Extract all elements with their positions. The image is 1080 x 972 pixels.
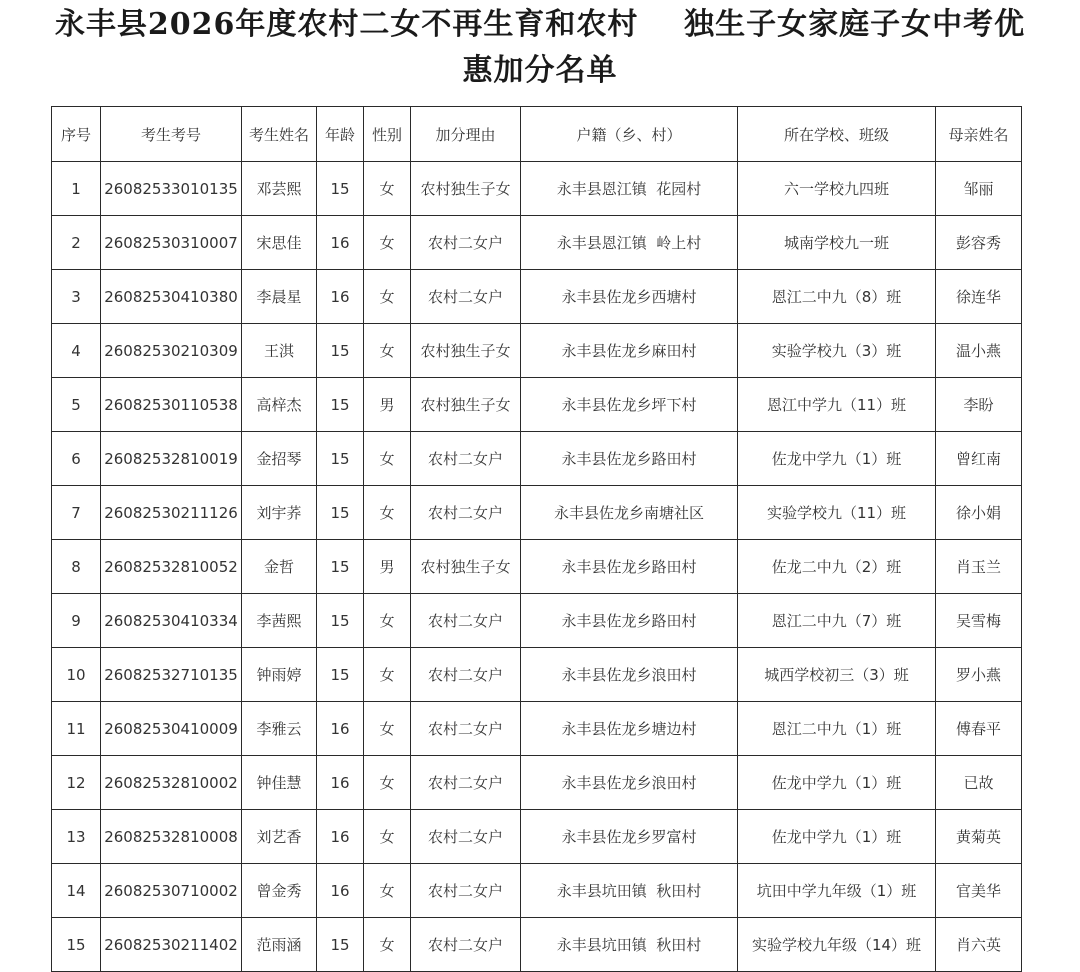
cell-bonus-reason: 农村独生子女 bbox=[411, 378, 521, 432]
cell-gender: 男 bbox=[364, 378, 411, 432]
cell-student-name: 刘艺香 bbox=[242, 810, 317, 864]
cell-mother-name: 邹丽 bbox=[936, 162, 1022, 216]
cell-exam-number: 26082530210309 bbox=[101, 324, 242, 378]
cell-household-registration: 永丰县恩江镇 岭上村 bbox=[521, 216, 738, 270]
cell-mother-name: 温小燕 bbox=[936, 324, 1022, 378]
cell-household-registration: 永丰县坑田镇 秋田村 bbox=[521, 864, 738, 918]
cell-school-class: 坑田中学九年级（1）班 bbox=[738, 864, 936, 918]
cell-school-class: 六一学校九四班 bbox=[738, 162, 936, 216]
cell-seq: 13 bbox=[52, 810, 101, 864]
cell-school-class: 佐龙中学九（1）班 bbox=[738, 432, 936, 486]
cell-seq: 7 bbox=[52, 486, 101, 540]
document-title bbox=[0, 2, 1080, 94]
cell-bonus-reason: 农村二女户 bbox=[411, 270, 521, 324]
cell-gender: 女 bbox=[364, 162, 411, 216]
table-row bbox=[52, 324, 1022, 378]
cell-school-class: 恩江中学九（11）班 bbox=[738, 378, 936, 432]
cell-bonus-reason: 农村独生子女 bbox=[411, 324, 521, 378]
cell-seq: 14 bbox=[52, 864, 101, 918]
cell-mother-name: 傅春平 bbox=[936, 702, 1022, 756]
table-row bbox=[52, 216, 1022, 270]
cell-household-registration: 永丰县恩江镇 花园村 bbox=[521, 162, 738, 216]
cell-mother-name: 徐连华 bbox=[936, 270, 1022, 324]
cell-age: 15 bbox=[317, 378, 364, 432]
cell-exam-number: 26082530211126 bbox=[101, 486, 242, 540]
cell-student-name: 钟佳慧 bbox=[242, 756, 317, 810]
cell-seq: 2 bbox=[52, 216, 101, 270]
cell-exam-number: 26082530211402 bbox=[101, 918, 242, 972]
cell-bonus-reason: 农村二女户 bbox=[411, 756, 521, 810]
cell-mother-name: 李盼 bbox=[936, 378, 1022, 432]
cell-household-registration: 永丰县佐龙乡路田村 bbox=[521, 432, 738, 486]
table-row bbox=[52, 756, 1022, 810]
cell-age: 15 bbox=[317, 594, 364, 648]
cell-school-class: 恩江二中九（7）班 bbox=[738, 594, 936, 648]
bonus-points-table bbox=[51, 106, 1022, 972]
cell-gender: 女 bbox=[364, 432, 411, 486]
cell-bonus-reason: 农村独生子女 bbox=[411, 540, 521, 594]
cell-school-class: 佐龙二中九（2）班 bbox=[738, 540, 936, 594]
cell-student-name: 李晨星 bbox=[242, 270, 317, 324]
cell-student-name: 刘宇荞 bbox=[242, 486, 317, 540]
cell-household-registration: 永丰县佐龙乡路田村 bbox=[521, 540, 738, 594]
cell-school-class: 实验学校九年级（14）班 bbox=[738, 918, 936, 972]
cell-seq: 8 bbox=[52, 540, 101, 594]
cell-school-class: 城西学校初三（3）班 bbox=[738, 648, 936, 702]
cell-household-registration: 永丰县佐龙乡浪田村 bbox=[521, 648, 738, 702]
table-row bbox=[52, 810, 1022, 864]
table-row bbox=[52, 918, 1022, 972]
cell-exam-number: 26082532710135 bbox=[101, 648, 242, 702]
cell-student-name: 曾金秀 bbox=[242, 864, 317, 918]
cell-household-registration: 永丰县佐龙乡坪下村 bbox=[521, 378, 738, 432]
cell-student-name: 李雅云 bbox=[242, 702, 317, 756]
table-row bbox=[52, 540, 1022, 594]
cell-exam-number: 26082533010135 bbox=[101, 162, 242, 216]
cell-age: 15 bbox=[317, 918, 364, 972]
cell-exam-number: 26082532810052 bbox=[101, 540, 242, 594]
cell-gender: 女 bbox=[364, 918, 411, 972]
cell-bonus-reason: 农村二女户 bbox=[411, 702, 521, 756]
cell-household-registration: 永丰县佐龙乡路田村 bbox=[521, 594, 738, 648]
cell-student-name: 钟雨婷 bbox=[242, 648, 317, 702]
cell-bonus-reason: 农村独生子女 bbox=[411, 162, 521, 216]
cell-gender: 女 bbox=[364, 324, 411, 378]
cell-school-class: 佐龙中学九（1）班 bbox=[738, 756, 936, 810]
cell-school-class: 实验学校九（3）班 bbox=[738, 324, 936, 378]
cell-bonus-reason: 农村二女户 bbox=[411, 864, 521, 918]
cell-bonus-reason: 农村二女户 bbox=[411, 918, 521, 972]
cell-age: 16 bbox=[317, 702, 364, 756]
cell-exam-number: 26082532810002 bbox=[101, 756, 242, 810]
cell-student-name: 李茜熙 bbox=[242, 594, 317, 648]
cell-seq: 3 bbox=[52, 270, 101, 324]
cell-student-name: 高梓杰 bbox=[242, 378, 317, 432]
cell-age: 16 bbox=[317, 270, 364, 324]
cell-age: 15 bbox=[317, 162, 364, 216]
document-title-line-2: 惠加分名单 bbox=[462, 53, 618, 88]
cell-school-class: 恩江二中九（8）班 bbox=[738, 270, 936, 324]
cell-mother-name: 徐小娟 bbox=[936, 486, 1022, 540]
cell-gender: 女 bbox=[364, 756, 411, 810]
cell-bonus-reason: 农村二女户 bbox=[411, 216, 521, 270]
cell-gender: 女 bbox=[364, 270, 411, 324]
cell-seq: 5 bbox=[52, 378, 101, 432]
cell-student-name: 范雨涵 bbox=[242, 918, 317, 972]
cell-household-registration: 永丰县佐龙乡浪田村 bbox=[521, 756, 738, 810]
cell-mother-name: 肖六英 bbox=[936, 918, 1022, 972]
cell-gender: 女 bbox=[364, 216, 411, 270]
cell-age: 16 bbox=[317, 756, 364, 810]
cell-age: 15 bbox=[317, 324, 364, 378]
cell-exam-number: 26082530310007 bbox=[101, 216, 242, 270]
cell-school-class: 恩江二中九（1）班 bbox=[738, 702, 936, 756]
column-header-student-name: 考生姓名 bbox=[242, 107, 317, 162]
cell-mother-name: 黄菊英 bbox=[936, 810, 1022, 864]
table-header-row bbox=[52, 107, 1022, 162]
table-row bbox=[52, 486, 1022, 540]
cell-mother-name: 官美华 bbox=[936, 864, 1022, 918]
table-row bbox=[52, 162, 1022, 216]
cell-age: 16 bbox=[317, 216, 364, 270]
column-header-exam-number: 考生考号 bbox=[101, 107, 242, 162]
cell-age: 15 bbox=[317, 432, 364, 486]
cell-gender: 女 bbox=[364, 864, 411, 918]
cell-bonus-reason: 农村二女户 bbox=[411, 432, 521, 486]
table-row bbox=[52, 378, 1022, 432]
cell-bonus-reason: 农村二女户 bbox=[411, 486, 521, 540]
table-row bbox=[52, 270, 1022, 324]
cell-mother-name: 曾红南 bbox=[936, 432, 1022, 486]
column-header-seq: 序号 bbox=[52, 107, 101, 162]
cell-age: 15 bbox=[317, 486, 364, 540]
cell-age: 15 bbox=[317, 648, 364, 702]
cell-school-class: 实验学校九（11）班 bbox=[738, 486, 936, 540]
column-header-school-class: 所在学校、班级 bbox=[738, 107, 936, 162]
table-row bbox=[52, 432, 1022, 486]
cell-student-name: 金招琴 bbox=[242, 432, 317, 486]
cell-seq: 6 bbox=[52, 432, 101, 486]
cell-mother-name: 彭容秀 bbox=[936, 216, 1022, 270]
cell-bonus-reason: 农村二女户 bbox=[411, 594, 521, 648]
cell-exam-number: 26082532810019 bbox=[101, 432, 242, 486]
cell-mother-name: 吴雪梅 bbox=[936, 594, 1022, 648]
cell-gender: 女 bbox=[364, 594, 411, 648]
cell-student-name: 宋思佳 bbox=[242, 216, 317, 270]
cell-student-name: 金哲 bbox=[242, 540, 317, 594]
cell-household-registration: 永丰县坑田镇 秋田村 bbox=[521, 918, 738, 972]
cell-age: 15 bbox=[317, 540, 364, 594]
column-header-mother-name: 母亲姓名 bbox=[936, 107, 1022, 162]
cell-seq: 12 bbox=[52, 756, 101, 810]
cell-gender: 女 bbox=[364, 702, 411, 756]
cell-age: 16 bbox=[317, 810, 364, 864]
cell-seq: 9 bbox=[52, 594, 101, 648]
cell-student-name: 邓芸熙 bbox=[242, 162, 317, 216]
cell-gender: 男 bbox=[364, 540, 411, 594]
cell-household-registration: 永丰县佐龙乡南塘社区 bbox=[521, 486, 738, 540]
table-row bbox=[52, 594, 1022, 648]
cell-seq: 4 bbox=[52, 324, 101, 378]
cell-seq: 15 bbox=[52, 918, 101, 972]
column-header-gender: 性别 bbox=[364, 107, 411, 162]
cell-school-class: 城南学校九一班 bbox=[738, 216, 936, 270]
cell-gender: 女 bbox=[364, 486, 411, 540]
cell-bonus-reason: 农村二女户 bbox=[411, 810, 521, 864]
cell-household-registration: 永丰县佐龙乡塘边村 bbox=[521, 702, 738, 756]
column-header-household-registration: 户籍（乡、村） bbox=[521, 107, 738, 162]
column-header-bonus-reason: 加分理由 bbox=[411, 107, 521, 162]
cell-gender: 女 bbox=[364, 810, 411, 864]
document-title-line-1: 永丰县2026年度农村二女不再生育和农村 独生子女家庭子女中考优 bbox=[54, 7, 1026, 42]
cell-exam-number: 26082530410009 bbox=[101, 702, 242, 756]
table-row bbox=[52, 648, 1022, 702]
table-row bbox=[52, 864, 1022, 918]
cell-exam-number: 26082530710002 bbox=[101, 864, 242, 918]
cell-school-class: 佐龙中学九（1）班 bbox=[738, 810, 936, 864]
cell-household-registration: 永丰县佐龙乡西塘村 bbox=[521, 270, 738, 324]
cell-bonus-reason: 农村二女户 bbox=[411, 648, 521, 702]
cell-seq: 1 bbox=[52, 162, 101, 216]
cell-exam-number: 26082530110538 bbox=[101, 378, 242, 432]
table-row bbox=[52, 702, 1022, 756]
cell-household-registration: 永丰县佐龙乡罗富村 bbox=[521, 810, 738, 864]
cell-mother-name: 已故 bbox=[936, 756, 1022, 810]
cell-mother-name: 肖玉兰 bbox=[936, 540, 1022, 594]
cell-seq: 10 bbox=[52, 648, 101, 702]
cell-exam-number: 26082532810008 bbox=[101, 810, 242, 864]
cell-exam-number: 26082530410380 bbox=[101, 270, 242, 324]
cell-mother-name: 罗小燕 bbox=[936, 648, 1022, 702]
cell-gender: 女 bbox=[364, 648, 411, 702]
cell-exam-number: 26082530410334 bbox=[101, 594, 242, 648]
cell-seq: 11 bbox=[52, 702, 101, 756]
cell-age: 16 bbox=[317, 864, 364, 918]
column-header-age: 年龄 bbox=[317, 107, 364, 162]
cell-household-registration: 永丰县佐龙乡麻田村 bbox=[521, 324, 738, 378]
cell-student-name: 王淇 bbox=[242, 324, 317, 378]
table-body bbox=[52, 162, 1022, 972]
